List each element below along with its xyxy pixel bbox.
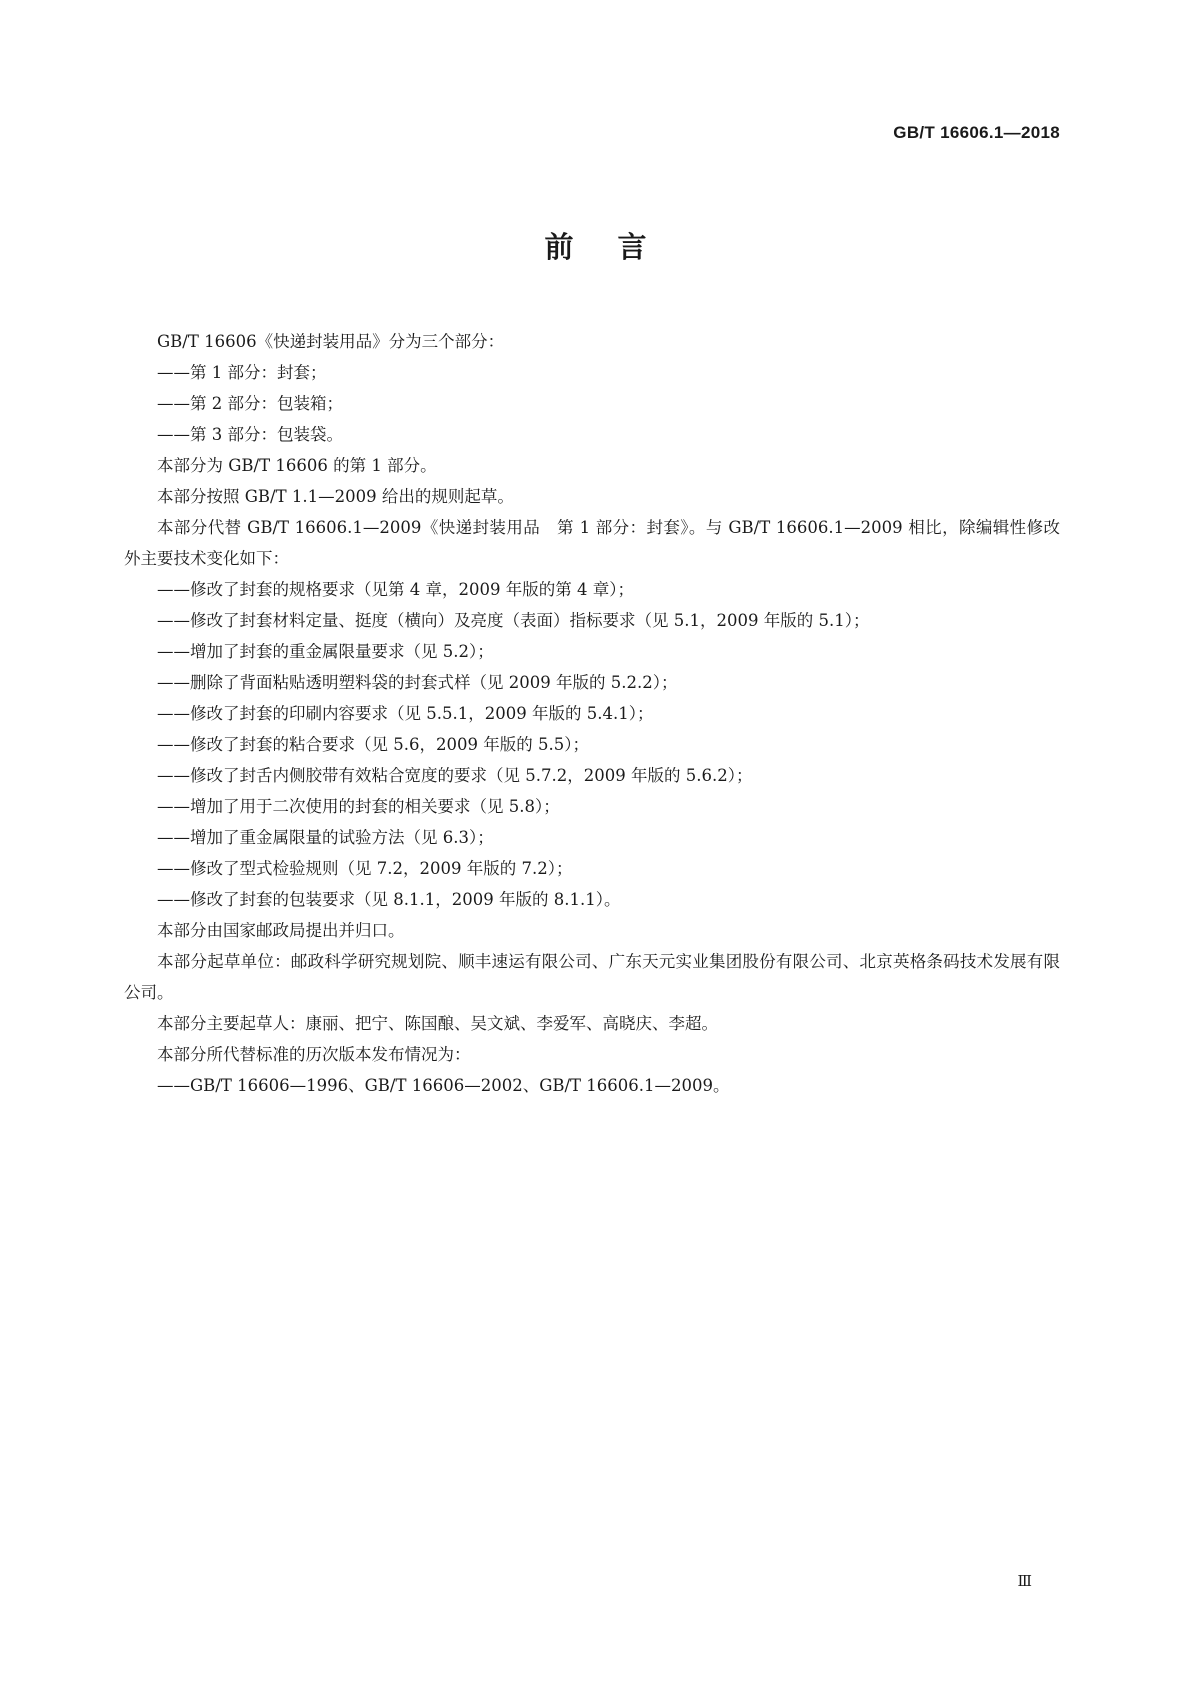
- paragraph: 本部分为 GB/T 16606 的第 1 部分。: [157, 456, 437, 475]
- paragraph: 本部分按照 GB/T 1.1—2009 给出的规则起草。: [157, 487, 514, 506]
- list-item: ——删除了背面粘贴透明塑料袋的封套式样（见 2009 年版的 5.2.2）；: [157, 673, 678, 692]
- paragraph: 本部分所代替标准的历次版本发布情况为：: [157, 1045, 471, 1064]
- list-item: ——第 3 部分：包装袋。: [157, 425, 343, 444]
- list-item: ——修改了封套的印刷内容要求（见 5.5.1，2009 年版的 5.4.1）；: [157, 704, 654, 723]
- paragraph: 本部分由国家邮政局提出并归口。: [157, 921, 405, 940]
- list-item: ——修改了封套的规格要求（见第 4 章，2009 年版的第 4 章）；: [157, 580, 634, 599]
- paragraph: 本部分主要起草人：康丽、把宁、陈国酿、吴文斌、李爱军、高晓庆、李超。: [157, 1014, 718, 1033]
- page-number: Ⅲ: [1017, 1572, 1032, 1590]
- list-item: ——修改了封套的包装要求（见 8.1.1，2009 年版的 8.1.1）。: [157, 890, 621, 909]
- list-item: ——第 1 部分：封套；: [157, 363, 327, 382]
- page-title: 前言: [544, 230, 691, 264]
- standard-number: GB/T 16606.1—2018: [893, 123, 1060, 142]
- foreword-body: [124, 326, 1060, 1101]
- list-item: ——修改了封套的粘合要求（见 5.6，2009 年版的 5.5）；: [157, 735, 589, 754]
- paragraph: GB/T 16606《快递封装用品》分为三个部分：: [157, 332, 505, 351]
- list-item: ——第 2 部分：包装箱；: [157, 394, 343, 413]
- list-item: ——修改了型式检验规则（见 7.2，2009 年版的 7.2）；: [157, 859, 573, 878]
- list-item: ——增加了用于二次使用的封套的相关要求（见 5.8）；: [157, 797, 560, 816]
- paragraph: 本部分代替 GB/T 16606.1—2009《快递封装用品 第 1 部分：封套》。与 GB/T 16606.1—2009 相比，除编辑性修改外主要技术变化如下：: [124, 518, 1060, 568]
- list-item: ——增加了封套的重金属限量要求（见 5.2）；: [157, 642, 494, 661]
- list-item: ——GB/T 16606—1996、GB/T 16606—2002、GB/T 16606.1—2009。: [157, 1076, 730, 1095]
- list-item: ——修改了封套材料定量、挺度（横向）及亮度（表面）指标要求（见 5.1，2009 年版的 5.1）；: [157, 611, 870, 630]
- list-item: ——修改了封舌内侧胶带有效粘合宽度的要求（见 5.7.2，2009 年版的 5.6.2）；: [157, 766, 753, 785]
- list-item: ——增加了重金属限量的试验方法（见 6.3）；: [157, 828, 494, 847]
- paragraph: 本部分起草单位：邮政科学研究规划院、顺丰速运有限公司、广东天元实业集团股份有限公司、北京英格条码技术发展有限公司。: [124, 952, 1060, 1002]
